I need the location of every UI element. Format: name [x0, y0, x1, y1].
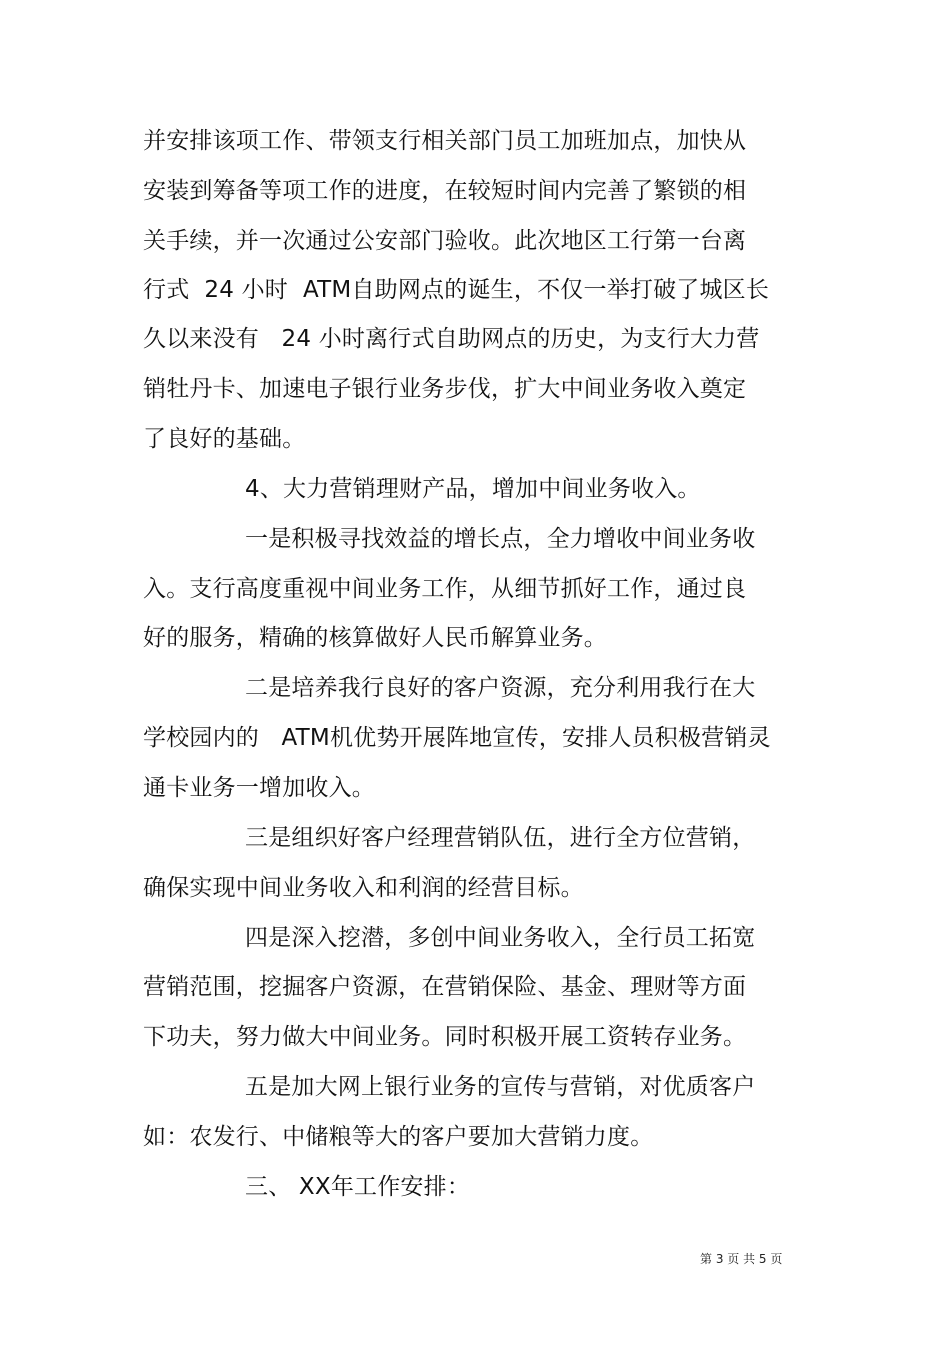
- page-number-footer: 第 3 页 共 5 页: [700, 1252, 783, 1266]
- body-text-line: 了良好的基础。: [143, 426, 306, 452]
- body-text-line: 五是加大网上银行业务的宣传与营销，对优质客户: [245, 1074, 756, 1100]
- body-text-line: 确保实现中间业务收入和利润的经营目标。: [143, 875, 584, 901]
- body-text-line: 好的服务，精确的核算做好人民币解算业务。: [143, 625, 607, 651]
- body-text-line: 通卡业务一增加收入。: [143, 775, 375, 801]
- body-text-line: 关手续，并一次通过公安部门验收。此次地区工行第一台离: [143, 228, 747, 254]
- body-text-line: 入。支行高度重视中间业务工作，从细节抓好工作，通过良: [143, 576, 747, 602]
- body-text-line: 下功夫，努力做大中间业务。同时积极开展工资转存业务。: [143, 1024, 747, 1050]
- body-text-line: 如：农发行、中储粮等大的客户要加大营销力度。: [143, 1124, 654, 1150]
- body-text-line: 三是组织好客户经理营销队伍，进行全方位营销，: [245, 825, 756, 851]
- body-text-line: 营销范围，挖掘客户资源，在营销保险、基金、理财等方面: [143, 974, 747, 1000]
- body-text-line: 学校园内的 ATM机优势开展阵地宣传，安排人员积极营销灵: [143, 725, 771, 751]
- section-heading: 4、大力营销理财产品，增加中间业务收入。: [245, 476, 701, 502]
- body-text-line: 并安排该项工作、带领支行相关部门员工加班加点，加快从: [143, 128, 747, 154]
- section-heading: 三、 XX年工作安排：: [245, 1174, 471, 1200]
- body-text-line: 一是积极寻找效益的增长点，全力增收中间业务收: [245, 526, 756, 552]
- body-text-line: 安装到筹备等项工作的进度，在较短时间内完善了繁锁的相: [143, 178, 747, 204]
- body-text-line: 二是培养我行良好的客户资源，充分利用我行在大: [245, 675, 756, 701]
- body-text-line: 行式 24 小时 ATM自助网点的诞生，不仅一举打破了城区长: [143, 277, 770, 303]
- body-text-line: 四是深入挖潜，多创中间业务收入，全行员工拓宽: [245, 925, 756, 951]
- body-text-line: 销牡丹卡、加速电子银行业务步伐，扩大中间业务收入奠定: [143, 376, 747, 402]
- body-text-line: 久以来没有 24 小时离行式自助网点的历史，为支行大力营: [143, 326, 760, 352]
